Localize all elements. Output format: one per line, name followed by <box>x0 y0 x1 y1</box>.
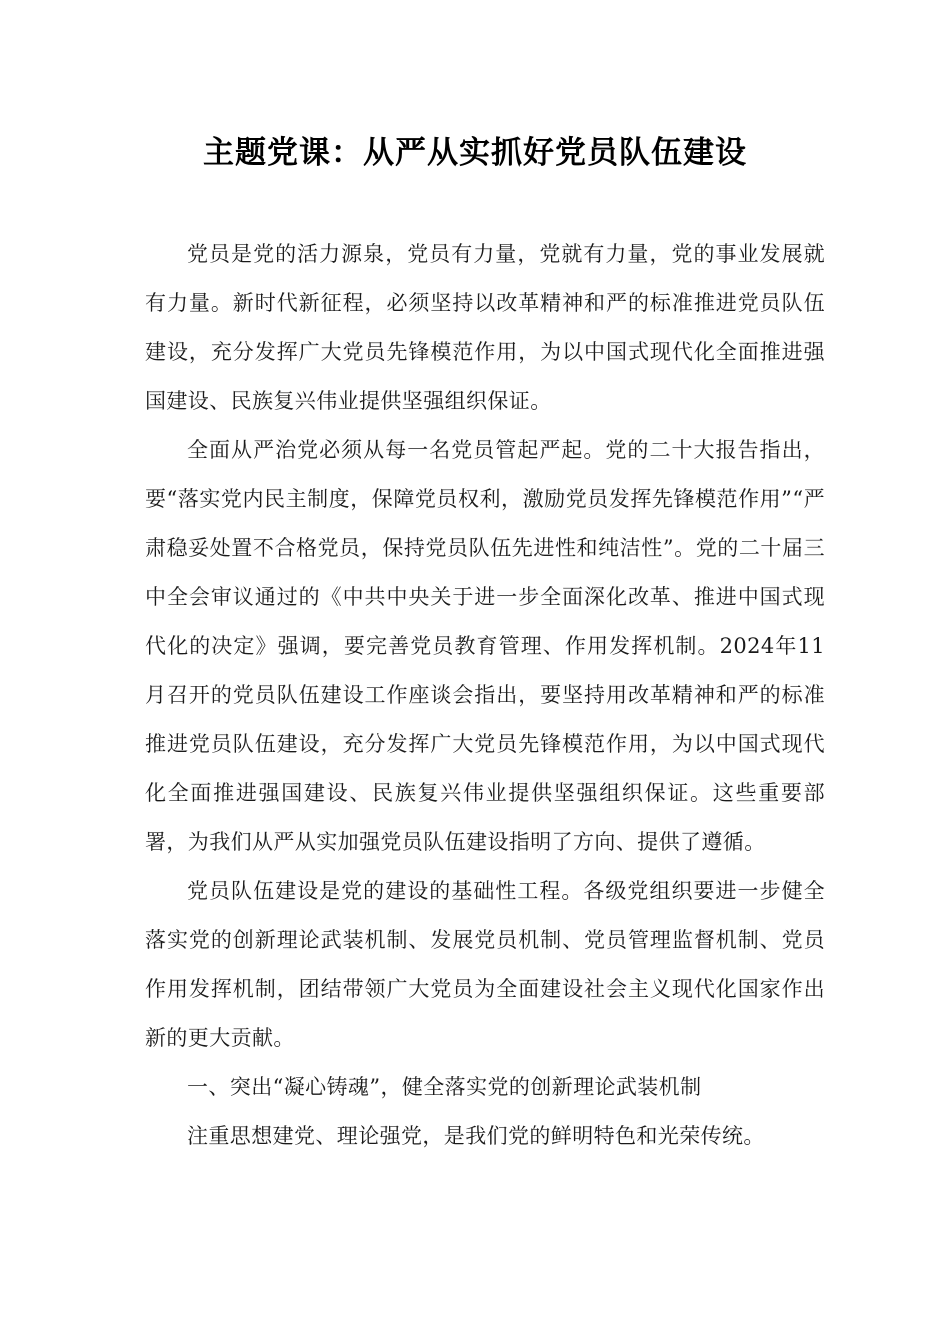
paragraph-foundation: 党员队伍建设是党的建设的基础性工程。各级党组织要进一步健全落实党的创新理论武装机制、发展党员机制、党员管理监督机制、党员作用发挥机制，团结带领广大党员为全面建设社会主义现代化国家作出新的更大贡献。 <box>145 879 825 1050</box>
document-title: 主题党课：从严从实抓好党员队伍建设 <box>203 135 747 171</box>
paragraph-strict-governance: 全面从严治党必须从每一名党员管起严起。党的二十大报告指出，要“落实党内民主制度，保障党员权利，激励党员发挥先锋模范作用”“严肃稳妥处置不合格党员，保持党员队伍先进性和纯洁性”。党的二十届三中全会审议通过的《中共中央关于进一步全面深化改革、推进中国式现代化的决定》强调，要完善党员教育管理、作用发挥机制。2024年11月召开的党员队伍建设工作座谈会指出，要坚持用改革精神和严的标准推进党员队伍建设，充分发挥广大党员先锋模范作用，为以中国式现代化全面推进强国建设、民族复兴伟业提供坚强组织保证。这些重要部署，为我们从严从实加强党员队伍建设指明了方向、提供了遵循。 <box>145 438 825 854</box>
section-heading: 一、突出“凝心铸魂”，健全落实党的创新理论武装机制 <box>187 1075 702 1099</box>
paragraph-intro: 党员是党的活力源泉，党员有力量，党就有力量，党的事业发展就有力量。新时代新征程，必须坚持以改革精神和严的标准推进党员队伍建设，充分发挥广大党员先锋模范作用，为以中国式现代化全面推进强国建设、民族复兴伟业提供坚强组织保证。 <box>145 242 825 413</box>
paragraph-section-start: 注重思想建党、理论强党，是我们党的鲜明特色和光荣传统。 <box>187 1124 765 1148</box>
document-body <box>145 230 825 1161</box>
